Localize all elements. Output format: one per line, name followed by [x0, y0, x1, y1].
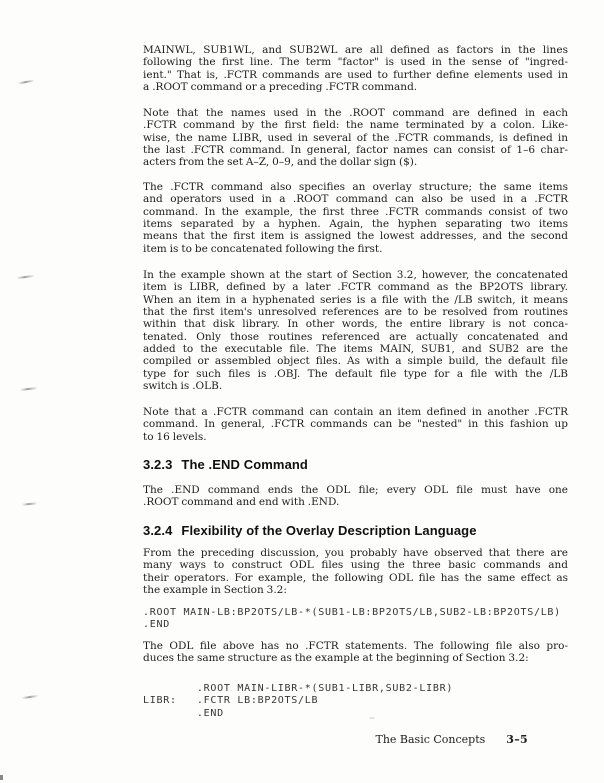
text-line: duces the same structure as the example at the beginning of Section 3.2:: [143, 652, 529, 665]
footer-section-title: The Basic Concepts: [375, 733, 486, 746]
text-line: The .FCTR command also specifies an overlay structure; the same items: [143, 181, 568, 193]
text-line: wise, the name LIBR, used in several of the .FCTR commands, is defined in: [143, 131, 568, 144]
margin-scan-mark: [18, 80, 34, 85]
text-line: items separated by a hyphen. Again, the hyphen separating two items: [143, 218, 568, 231]
text-line: .FCTR command by the first field: the name terminated by a colon. Like-: [143, 119, 568, 132]
text-line: a .ROOT command or a preceding .FCTR command.: [143, 81, 418, 94]
section-number: 3.2.4: [143, 523, 173, 538]
text-line: command. In general, .FCTR commands can be "nested" in this fashion up: [143, 418, 568, 431]
text-line: In the example shown at the start of Section 3.2, however, the concatenated: [143, 269, 568, 281]
paragraph-libr-example: [143, 269, 568, 392]
text-line: to 16 levels.: [143, 430, 207, 443]
text-line: LIBR: .FCTR LB:BP2OTS/LB: [143, 695, 319, 707]
paragraph-flexibility-intro: [143, 547, 568, 596]
text-line: compiled or assembled object files. As with a simple build, the default file: [143, 355, 568, 368]
text-line: command. In the example, the first three .FCTR commands consist of two: [143, 205, 568, 218]
margin-scan-mark: [22, 695, 38, 699]
scan-edge-artifact: [0, 775, 3, 780]
text-line: item is to be concatenated following the first.: [143, 242, 383, 255]
text-line: MAINWL, SUB1WL, and SUB2WL are all defined as factors in the lines: [143, 44, 568, 56]
margin-scan-mark: [22, 502, 37, 506]
odl-code-example-1: [143, 607, 568, 632]
text-line: .ROOT command and end with .END.: [143, 496, 340, 509]
text-line: item is LIBR, defined by a later .FCTR command as the BP2OTS library.: [143, 281, 568, 294]
text-line: added to the executable file. The items MAIN, SUB1, and SUB2 are the: [143, 343, 568, 356]
text-line: acters from the set A–Z, 0–9, and the dollar sign ($).: [143, 156, 418, 169]
section-heading-flexibility: [143, 524, 568, 538]
page-footer: [375, 733, 528, 746]
section-heading-end-command: [143, 458, 568, 472]
text-line: Note that the names used in the .ROOT command are defined in each: [143, 107, 568, 119]
text-line: When an item in a hyphenated series is a file with the /LB switch, it means: [143, 293, 568, 306]
text-line: .END: [143, 619, 170, 631]
text-line: ient." That is, .FCTR commands are used to further define elements used in: [143, 68, 568, 81]
text-line: From the preceding discussion, you probably have observed that there are: [143, 547, 568, 559]
text-line: The .END command ends the ODL file; every ODL file must have one: [143, 484, 568, 496]
paragraph-end-command: [143, 484, 568, 509]
section-title: Flexibility of the Overlay Description Language: [181, 523, 477, 538]
section-title: The .END Command: [181, 457, 308, 472]
section-number: 3.2.3: [143, 457, 173, 472]
text-line: that the first item's unresolved references are to be resolved from routines: [143, 306, 568, 319]
margin-scan-mark: [20, 387, 37, 391]
text-line: switch is .OLB.: [143, 380, 223, 393]
text-line: .ROOT MAIN-LB:BP2OTS/LB-*(SUB1-LB:BP2OTS/LB,SUB2-LB:BP2OTS/LB): [143, 607, 561, 618]
text-line: the last .FCTR command. In general, factor names can consist of 1–6 char-: [143, 144, 568, 157]
text-line: .ROOT MAIN-LIBR-*(SUB1-LIBR,SUB2-LIBR): [143, 683, 454, 694]
text-line: .END: [143, 707, 224, 719]
text-line: following the first line. The term "factor" is used in the sense of "ingred-: [143, 56, 568, 69]
paragraph-root-names: [143, 107, 568, 169]
text-line: the example in Section 3.2:: [143, 584, 287, 597]
text-line: Note that a .FCTR command can contain an item defined in another .FCTR: [143, 406, 568, 418]
text-line: their operators. For example, the following ODL file has the same effect as: [143, 571, 568, 584]
odl-code-example-2: [143, 683, 568, 720]
margin-scan-mark: [17, 275, 34, 279]
footer-page-number: 3–5: [506, 733, 528, 746]
text-line: means that the first item is assigned the lowest addresses, and the second: [143, 230, 568, 243]
text-line: tenated. Only those routines referenced are actually concatenated and: [143, 330, 568, 343]
text-line: type for such files is .OBJ. The default file type for a file with the /LB: [143, 367, 568, 380]
text-line: within that disk library. In other words, the entire library is not conca-: [143, 318, 568, 331]
paragraph-fctr-overlay: [143, 181, 568, 255]
paragraph-no-fctr: [143, 640, 568, 665]
text-line: many ways to construct ODL files using the three basic commands and: [143, 559, 568, 572]
text-line: The ODL file above has no .FCTR statements. The following file also pro-: [143, 640, 568, 652]
paragraph-fctr-factors: [143, 44, 568, 93]
text-line: and operators used in a .ROOT command can also be used in a .FCTR: [143, 193, 568, 206]
paragraph-fctr-nesting: [143, 406, 568, 443]
